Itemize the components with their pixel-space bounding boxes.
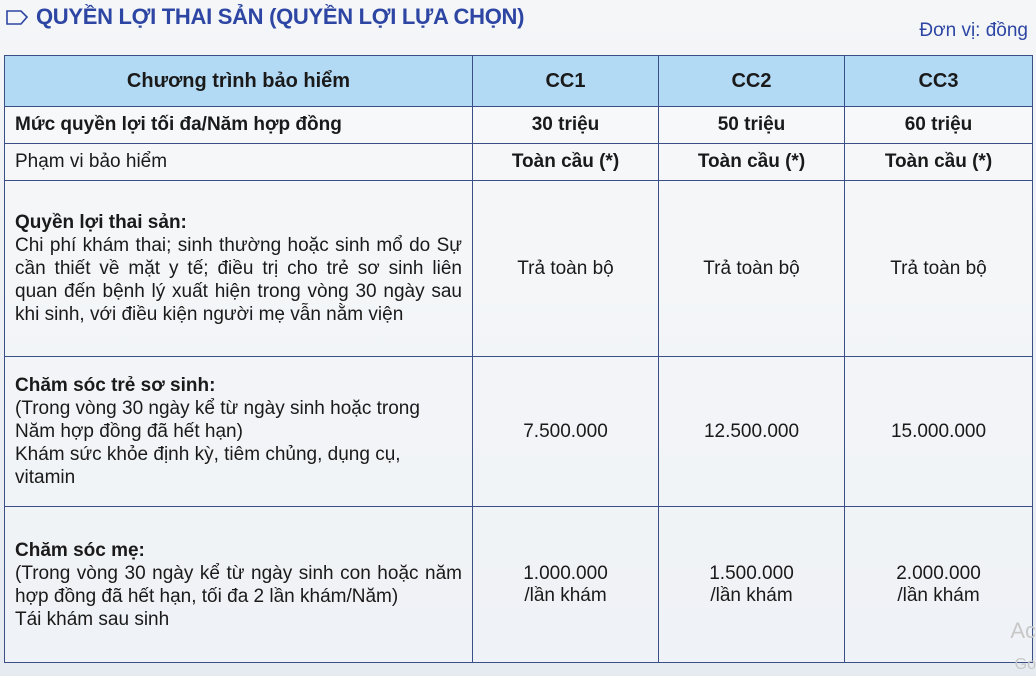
table-row-max-benefit — [5, 107, 1033, 144]
row-description — [5, 181, 473, 357]
row-description — [5, 507, 473, 663]
title-row — [6, 0, 524, 34]
table-row-scope — [5, 144, 1033, 181]
watermark-text: Go — [1014, 656, 1036, 673]
col-header-cc1: CC1 — [473, 56, 659, 107]
cell-value: 50 triệu — [659, 107, 845, 144]
amount: 2.000.000 — [896, 562, 981, 584]
row-label: Phạm vi bảo hiểm — [5, 144, 473, 181]
table-header-row — [5, 56, 1033, 107]
table-row-newborn — [5, 357, 1033, 507]
row-detail: (Trong vòng 30 ngày kể từ ngày sinh hoặc trong Năm hợp đồng đã hết hạn) — [15, 398, 420, 442]
amount: 1.000.000 — [523, 562, 608, 584]
cell-value: 60 triệu — [845, 107, 1033, 144]
col-header-cc3: CC3 — [845, 56, 1033, 107]
row-title: Quyền lợi thai sản: — [15, 212, 187, 233]
row-detail: Chi phí khám thai; sinh thường hoặc sinh mổ do Sự cần thiết về mặt y tế; điều trị cho trẻ sơ sinh liên quan đến bệnh lý xuất hiện trong vòng 30 ngày sau khi sinh, với điều kiện người mẹ vẫn nằm viện — [15, 235, 462, 325]
col-header-cc2: CC2 — [659, 56, 845, 107]
cell-value: Trả toàn bộ — [473, 181, 659, 357]
cell-value — [845, 507, 1033, 663]
row-detail: Khám sức khỏe định kỳ, tiêm chủng, dụng cụ, vitamin — [15, 444, 401, 488]
table-row-mother — [5, 507, 1033, 663]
row-label: Mức quyền lợi tối đa/Năm hợp đồng — [5, 107, 473, 144]
row-description — [5, 357, 473, 507]
per-visit: /lần khám — [524, 584, 607, 606]
page-title: QUYỀN LỢI THAI SẢN (QUYỀN LỢI LỰA CHỌN) — [36, 4, 525, 29]
amount: 1.500.000 — [709, 562, 794, 584]
cell-value: Toàn cầu (*) — [473, 144, 659, 181]
row-title: Chăm sóc mẹ: — [15, 539, 145, 561]
row-title: Chăm sóc trẻ sơ sinh: — [15, 375, 216, 396]
per-visit: /lần khám — [710, 584, 793, 606]
folder-icon — [6, 9, 28, 25]
cell-value: 7.500.000 — [473, 357, 659, 507]
unit-label: Đơn vị: đồng — [919, 20, 1028, 41]
cell-value: 12.500.000 — [659, 357, 845, 507]
cell-value: 15.000.000 — [845, 357, 1033, 507]
cell-value — [473, 507, 659, 663]
cell-value: Toàn cầu (*) — [659, 144, 845, 181]
row-detail: (Trong vòng 30 ngày kể từ ngày sinh con hoặc năm hợp đồng đã hết hạn, tối đa 2 lần khám/Năm) — [15, 562, 462, 607]
per-visit: /lần khám — [897, 584, 980, 606]
cell-value: Trả toàn bộ — [845, 181, 1033, 357]
watermark-text: Ac — [1010, 618, 1036, 643]
table-row-maternity — [5, 181, 1033, 357]
cell-value: Trả toàn bộ — [659, 181, 845, 357]
cell-value: 30 triệu — [473, 107, 659, 144]
cell-value: Toàn cầu (*) — [845, 144, 1033, 181]
benefits-table — [4, 55, 1033, 663]
row-detail: Tái khám sau sinh — [15, 608, 170, 630]
col-header-program: Chương trình bảo hiểm — [5, 56, 473, 107]
cell-value — [659, 507, 845, 663]
